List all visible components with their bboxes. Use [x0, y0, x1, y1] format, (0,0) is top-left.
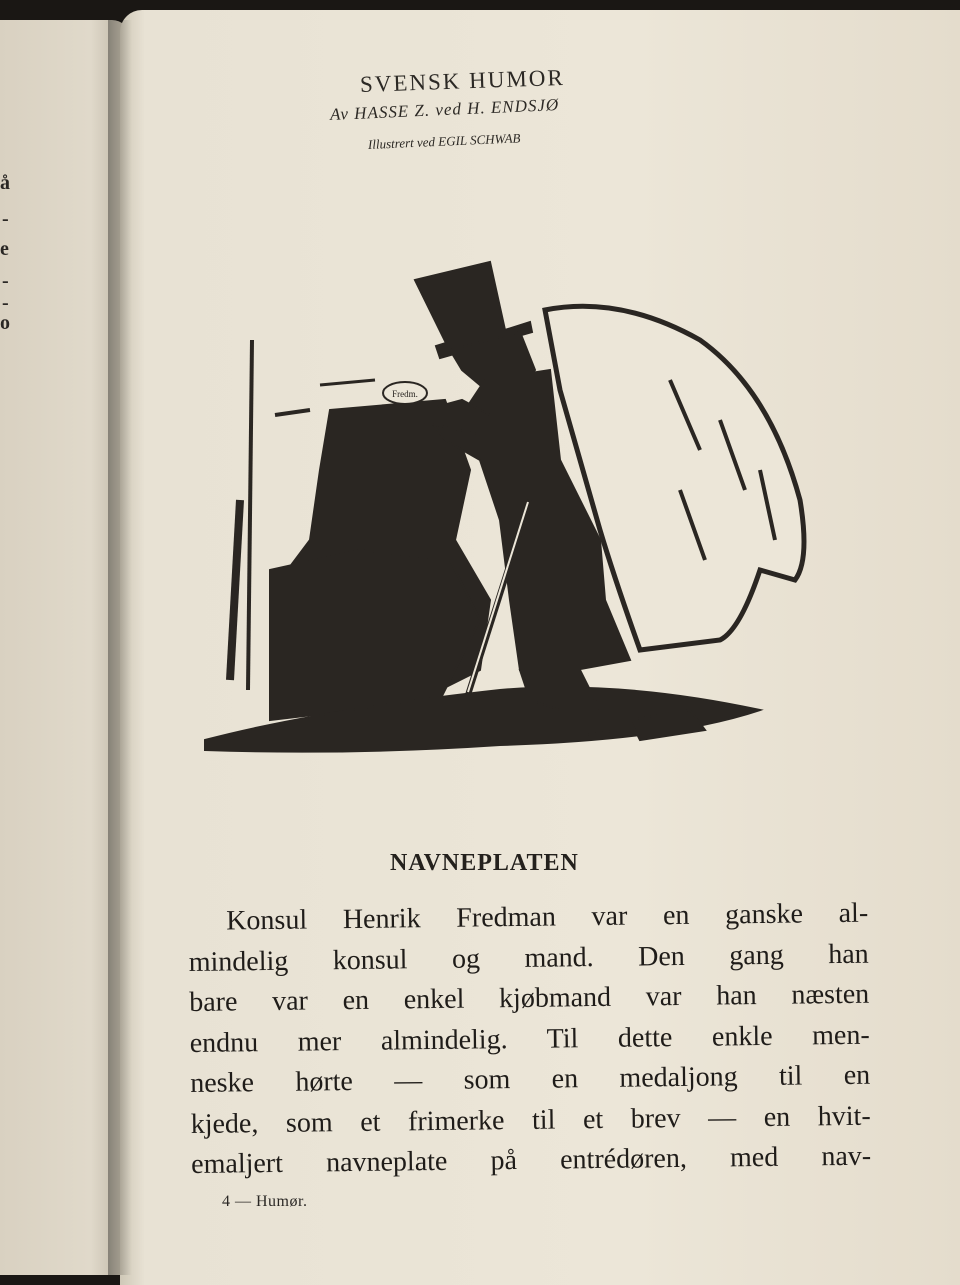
name-plate-text: Fredm.: [392, 389, 418, 399]
text-line: kjede, som et frimerke til et brev — en hvit-: [190, 1100, 871, 1140]
door-frame-line: [275, 410, 310, 415]
left-page-mark: -: [2, 208, 9, 230]
left-page-mark: å: [0, 172, 10, 194]
text-line: Konsul Henrik Fredman var en ganske al-: [226, 897, 869, 937]
left-page-mark: -: [2, 270, 9, 292]
door-frame-line: [320, 380, 375, 385]
stair-shape: [270, 550, 480, 720]
text-line: emaljert navneplate på entrédøren, med nav-: [191, 1140, 872, 1180]
door-frame-line: [248, 340, 252, 690]
text-line: endnu mer almindelig. Til dette enkle men-: [189, 1019, 870, 1059]
book-spine-shadow: [108, 20, 132, 1275]
body-paragraph: [188, 894, 871, 1186]
door-frame-line: [230, 500, 240, 680]
chapter-title: NAVNEPLATEN: [390, 850, 579, 876]
author-line: Av HASSE Z. ved H. ENDSJØ: [329, 95, 560, 124]
illustrator-line: Illustrert ved EGIL SCHWAB: [367, 130, 521, 152]
left-page-mark: o: [0, 312, 10, 334]
text-line: neske hørte — som en medaljong til en: [190, 1059, 871, 1099]
left-page-mark: e: [0, 238, 9, 260]
text-line: mindelig konsul og mand. Den gang han: [188, 938, 869, 978]
text-line: bare var en enkel kjøbmand var han næsten: [189, 978, 870, 1018]
book-title: SVENSK HUMOR: [359, 64, 566, 97]
illustration-man-at-door: [200, 240, 820, 780]
footer-signature: 4 — Humør.: [222, 1193, 308, 1210]
left-page-mark: -: [2, 292, 9, 314]
